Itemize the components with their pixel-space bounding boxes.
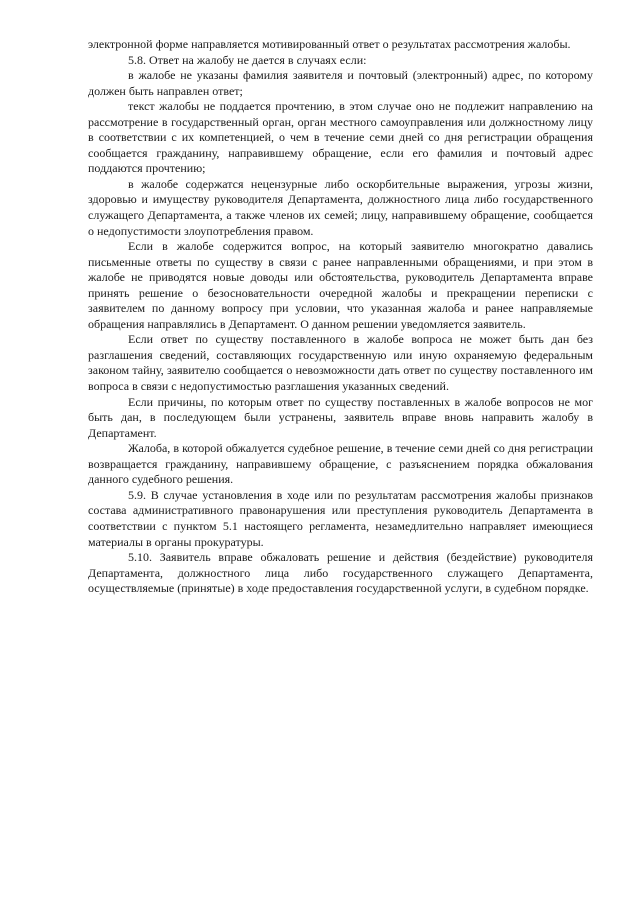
paragraph-causes-eliminated: Если причины, по которым ответ по существу поставленных в жалобе вопросов не мог быть дан, в последующем были устранены, заявитель вправе вновь направить жалобу в Департамент. [88,394,593,440]
paragraph-unreadable-text: текст жалобы не поддается прочтению, в этом случае оно не подлежит направлению на рассмотрение в государственный орган, орган местного самоуправления или должностному лицу в соответствии с их компетенцией, о чем в течение семи дней со дня регистрации обращения сообщается гражданину, направившему обращение, если его фамилия и почтовый адрес поддаются прочтению; [88,99,593,176]
paragraph-5-9: 5.9. В случае установления в ходе или по результатам рассмотрения жалобы признаков состава административного правонарушения или преступления руководитель Департамента в соответствии с пунктом 5.1 настоящего регламента, незамедлительно направляет имеющиеся материалы в органы прокуратуры. [88,487,593,549]
document-body [88,37,593,597]
paragraph-5-10: 5.10. Заявитель вправе обжаловать решение и действия (бездействие) руководителя Департамента, должностного лица либо государственного служащего Департамента, осуществляемые (принятые) в ходе предоставления государственной услуги, в судебном порядке. [88,550,593,596]
paragraph-no-name-address: в жалобе не указаны фамилия заявителя и почтовый (электронный) адрес, по которому должен быть направлен ответ; [88,68,593,98]
paragraph-court-decision: Жалоба, в которой обжалуется судебное решение, в течение семи дней со дня регистрации возвращается гражданину, направившему обращение, с разъяснением порядка обжалования данного судебного решения. [88,441,593,487]
paragraph-5-8-heading: 5.8. Ответ на жалобу не дается в случаях если: [128,52,367,67]
paragraph-state-secret: Если ответ по существу поставленного в жалобе вопроса не может быть дан без разглашения сведений, составляющих государственную или иную охраняемую федеральным законом тайну, заявителю сообщается о невозможности дать ответ по существу поставленного им вопроса в связи с недопустимостью разглашения указанных сведений. [88,332,593,394]
paragraph-obscene-language: в жалобе содержатся нецензурные либо оскорбительные выражения, угрозы жизни, здоровью и имуществу руководителя Департамента, должностного лица либо государственного служащего Департамента, а также членов их семей; лицу, направившему обращение, сообщается о недопустимости злоупотребления правом. [88,176,593,238]
paragraph-repeated-question: Если в жалобе содержится вопрос, на который заявителю многократно давались письменные ответы по существу в связи с ранее направленными обращениями, и при этом в жалобе не приводятся новые доводы или обстоятельства, руководитель Департамента вправе принять решение о безосновательности очередной жалобы и прекращении переписки с заявителем по данному вопросу при условии, что указанная жалоба и ранее направляемые обращения направлялись в Департамент. О данном решении уведомляется заявитель. [88,239,593,331]
paragraph-continuation: электронной форме направляется мотивированный ответ о результатах рассмотрения жалобы. [88,37,571,51]
